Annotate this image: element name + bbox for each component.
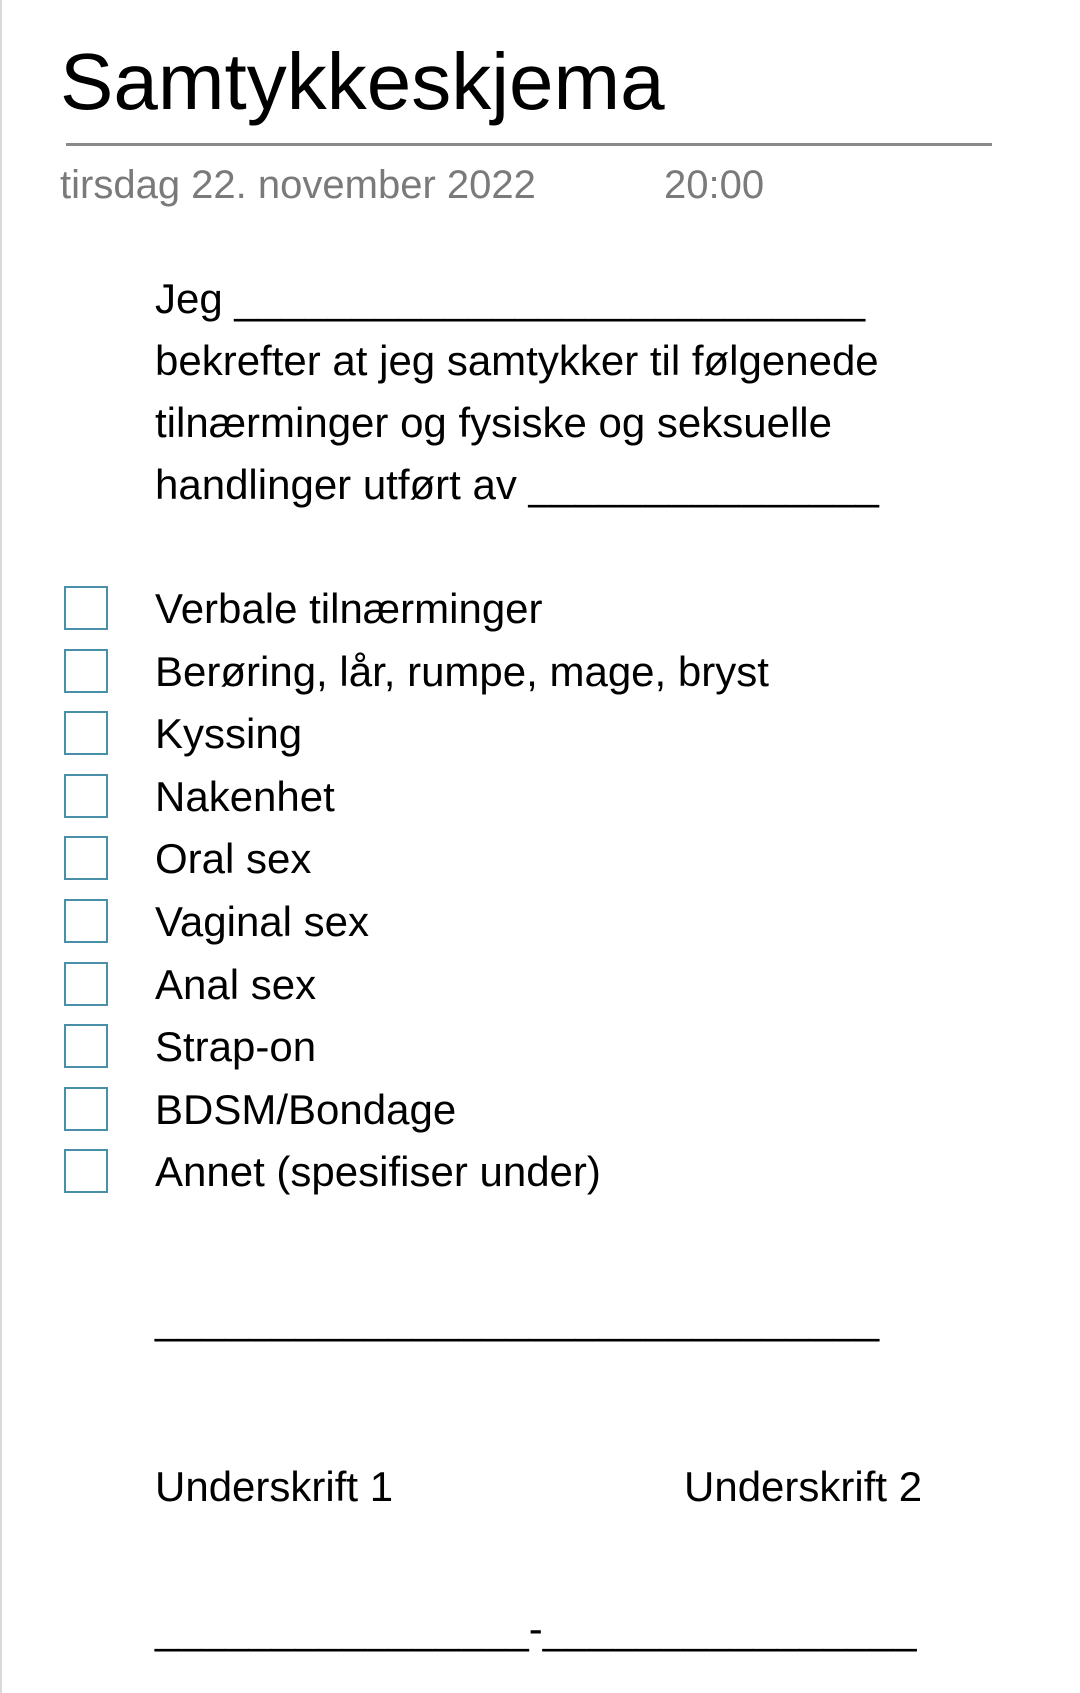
checklist-item-label: Strap-on (155, 1023, 317, 1071)
page-title: Samtykkeskjema (60, 37, 665, 126)
other-specify-line[interactable]: _______________________________ (155, 1295, 880, 1342)
checkbox[interactable] (64, 1087, 108, 1131)
checklist-item-label: Verbale tilnærminger (155, 585, 543, 632)
checklist-item[interactable] (0, 956, 1080, 1019)
title-divider (66, 143, 992, 146)
checklist-item[interactable] (0, 1081, 1080, 1144)
checklist-item[interactable] (0, 893, 1080, 956)
checklist-item-label: Nakenhet (155, 772, 335, 820)
checkbox[interactable] (64, 711, 108, 755)
checkbox[interactable] (64, 962, 108, 1006)
consent-checklist (0, 580, 1080, 1206)
checkbox[interactable] (64, 649, 108, 693)
checklist-item[interactable] (0, 1018, 1080, 1081)
checklist-item[interactable] (0, 1143, 1080, 1206)
checklist-item-label: Kyssing (155, 710, 303, 758)
checklist-item-label: Berøring, lår, rumpe, mage, bryst (155, 647, 769, 695)
checklist-item[interactable] (0, 643, 1080, 706)
checklist-item[interactable] (0, 705, 1080, 768)
checklist-item[interactable] (0, 768, 1080, 831)
checklist-item-label: BDSM/Bondage (155, 1085, 457, 1133)
checklist-item-label: Vaginal sex (155, 897, 370, 945)
checklist-item-label: Anal sex (155, 960, 317, 1008)
checkbox[interactable] (64, 1149, 108, 1193)
checkbox[interactable] (64, 836, 108, 880)
signature-lines[interactable]: ________________-________________ (155, 1605, 917, 1652)
checklist-item[interactable] (0, 830, 1080, 893)
signature-1-label: Underskrift 1 (155, 1463, 394, 1510)
checkbox[interactable] (64, 774, 108, 818)
note-time: 20:00 (664, 163, 765, 207)
statement-line-2: bekrefter at jeg samtykker til følgenede (155, 337, 879, 384)
checklist-item-label: Oral sex (155, 835, 312, 883)
checkbox[interactable] (64, 899, 108, 943)
note-date: tirsdag 22. november 2022 (60, 163, 536, 207)
checkbox[interactable] (64, 586, 108, 630)
checkbox[interactable] (64, 1024, 108, 1068)
checklist-item-label: Annet (spesifiser under) (155, 1148, 601, 1196)
statement-line-3: tilnærminger og fysiske og seksuelle (155, 399, 832, 446)
signature-2-label: Underskrift 2 (684, 1463, 923, 1510)
statement-line-1[interactable]: Jeg ___________________________ (155, 275, 866, 322)
statement-line-4[interactable]: handlinger utført av _______________ (155, 461, 879, 508)
checklist-item[interactable] (0, 580, 1080, 643)
